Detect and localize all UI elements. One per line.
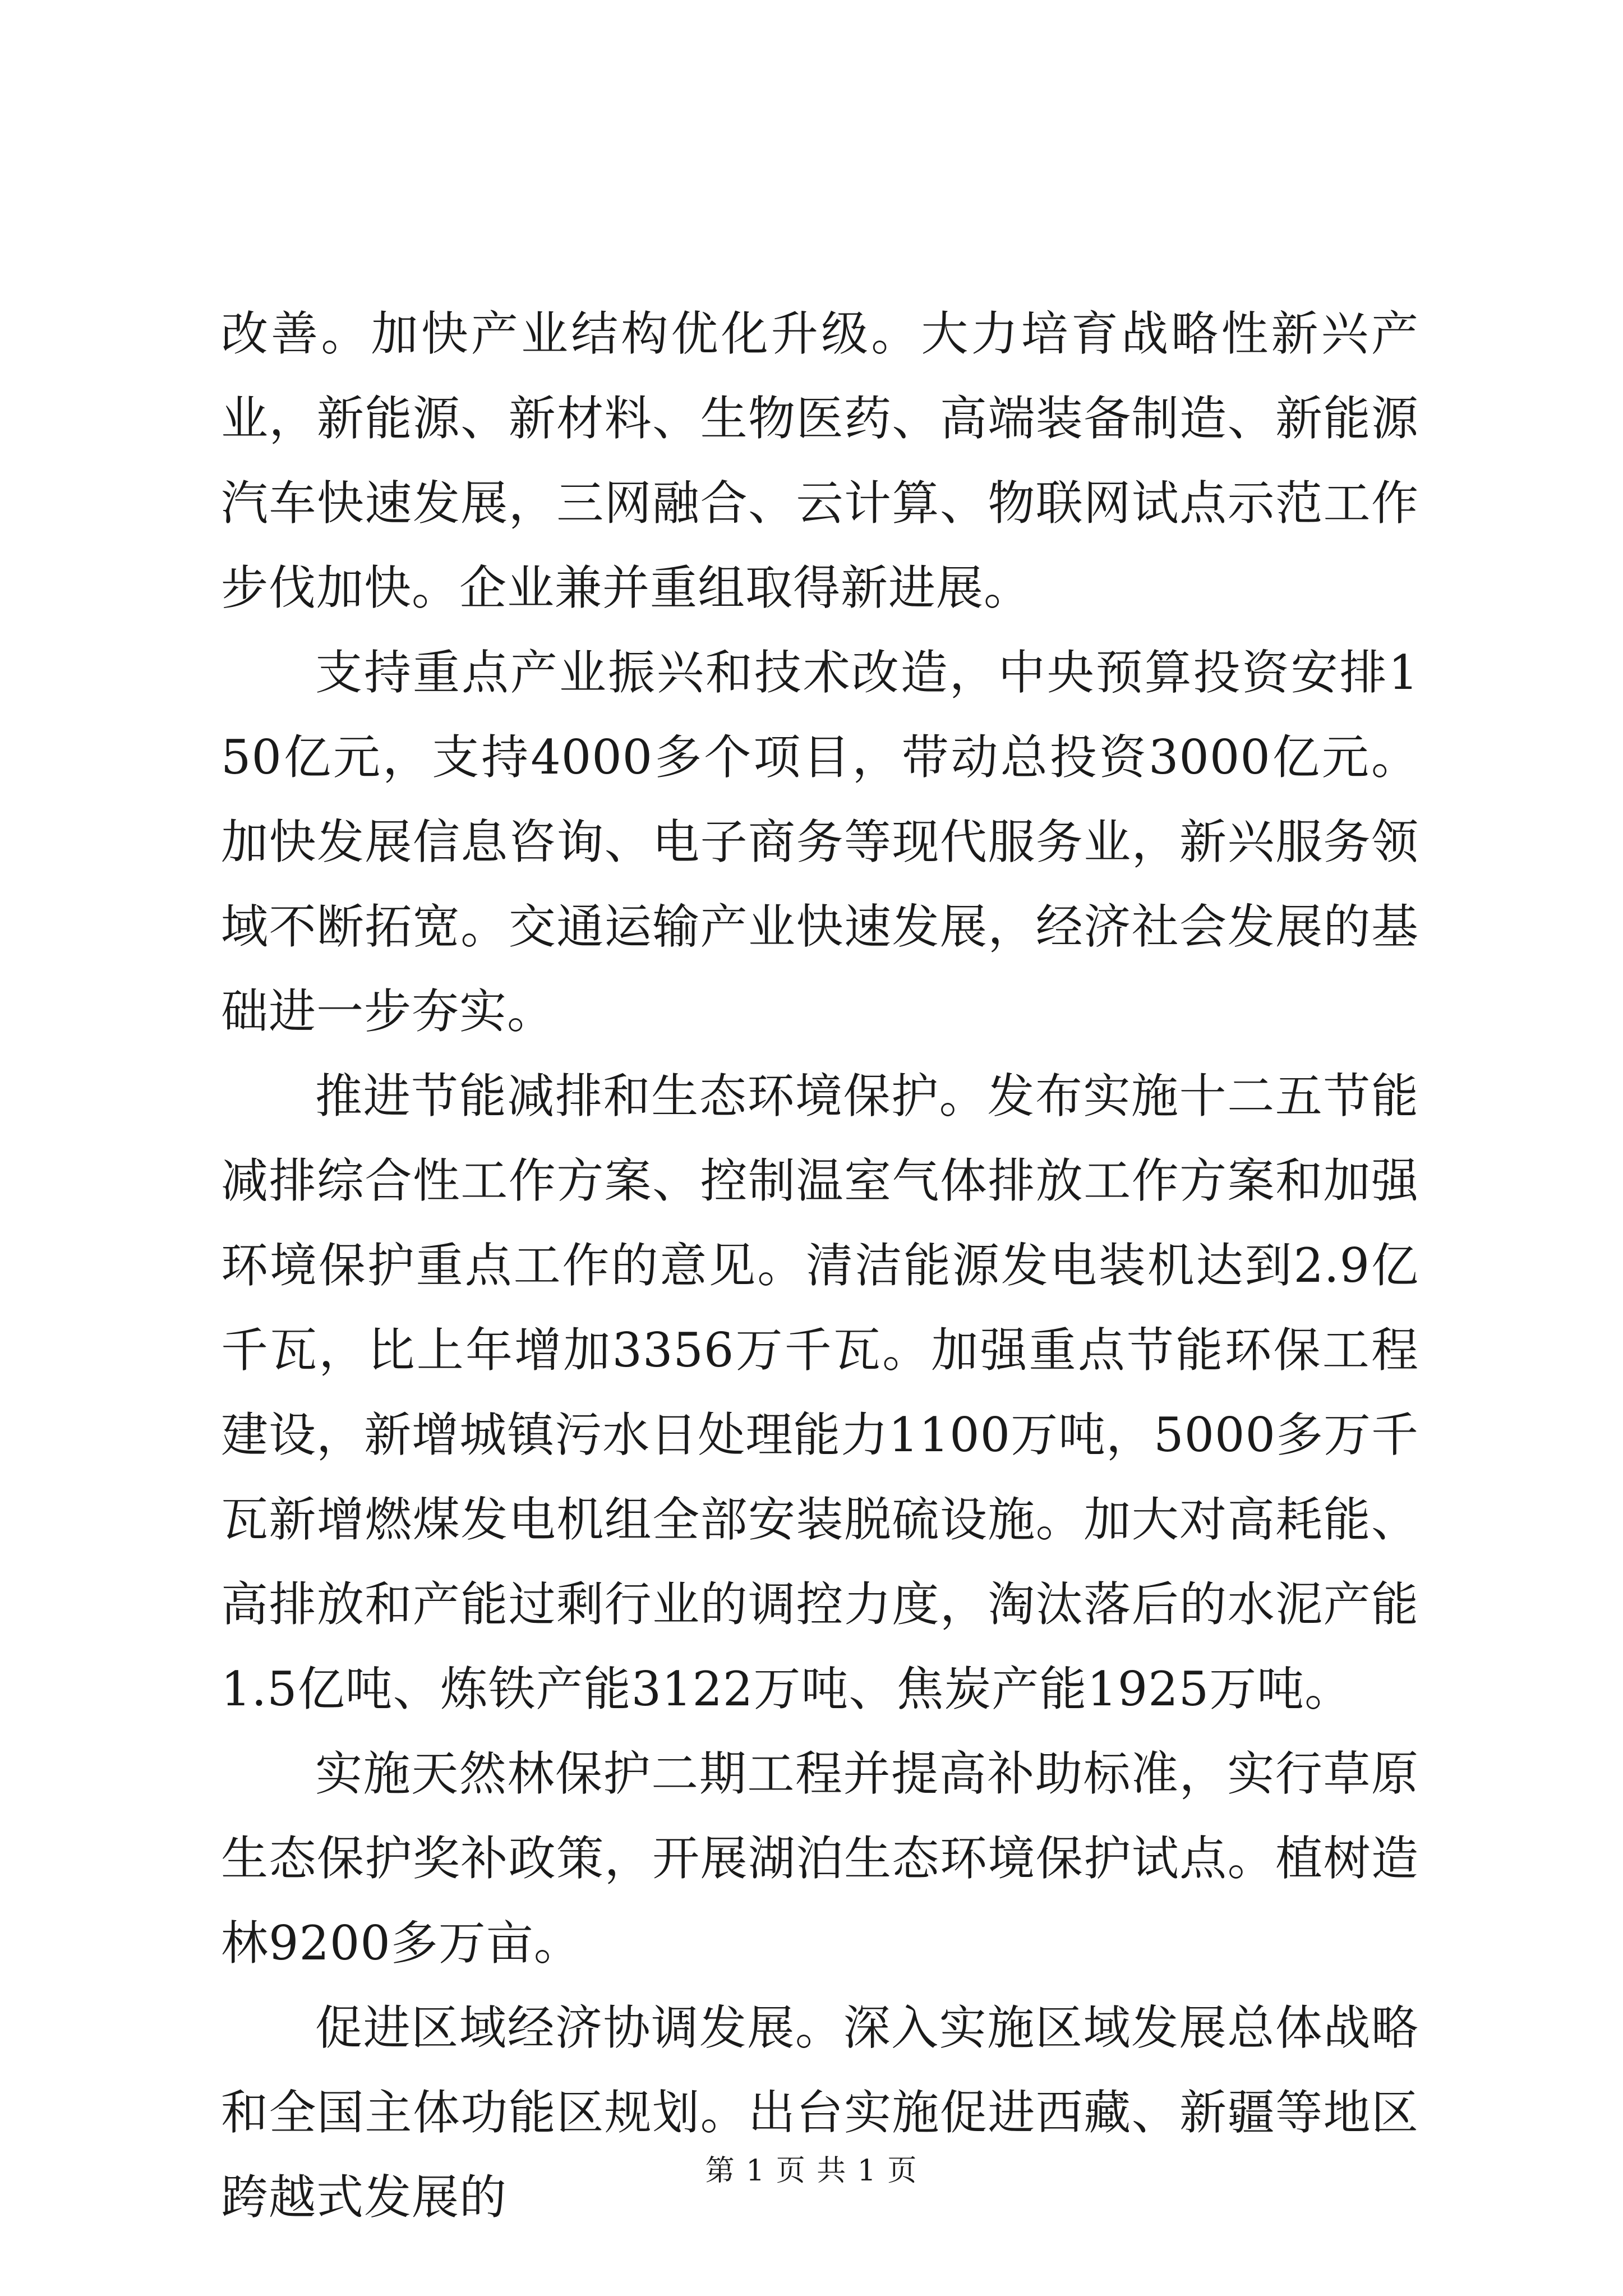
page-footer: 第 1 页 共 1 页	[705, 2154, 918, 2188]
paragraph-5: 促进区域经济协调发展。深入实施区域发展总体战略和全国主体功能区规划。出台实施促进西藏、新疆等地区跨越式发展的	[221, 2000, 1419, 2225]
paragraph-2: 支持重点产业振兴和技术改造，中央预算投资安排150亿元，支持4000多个项目，带动总投资3000亿元。加快发展信息咨询、电子商务等现代服务业，新兴服务领域不断拓宽。交通运输产业快速发展，经济社会发展的基础进一步夯实。	[221, 645, 1419, 1039]
paragraph-4: 实施天然林保护二期工程并提高补助标准，实行草原生态保护奖补政策，开展湖泊生态环境保护试点。植树造林9200多万亩。	[221, 1746, 1419, 1971]
paragraph-3: 推进节能减排和生态环境保护。发布实施十二五节能减排综合性工作方案、控制温室气体排放工作方案和加强环境保护重点工作的意见。清洁能源发电装机达到2.9亿千瓦，比上年增加3356万千瓦。加强重点节能环保工程建设，新增城镇污水日处理能力1100万吨，5000多万千瓦新增燃煤发电机组全部安装脱硫设施。加大对高耗能、高排放和产能过剩行业的调控力度，淘汰落后的水泥产能1.5亿吨、炼铁产能3122万吨、焦炭产能1925万吨。	[221, 1069, 1419, 1717]
body-text	[221, 292, 1419, 2240]
paragraph-1: 改善。加快产业结构优化升级。大力培育战略性新兴产业，新能源、新材料、生物医药、高端装备制造、新能源汽车快速发展，三网融合、云计算、物联网试点示范工作步伐加快。企业兼并重组取得新进展。	[221, 306, 1419, 615]
